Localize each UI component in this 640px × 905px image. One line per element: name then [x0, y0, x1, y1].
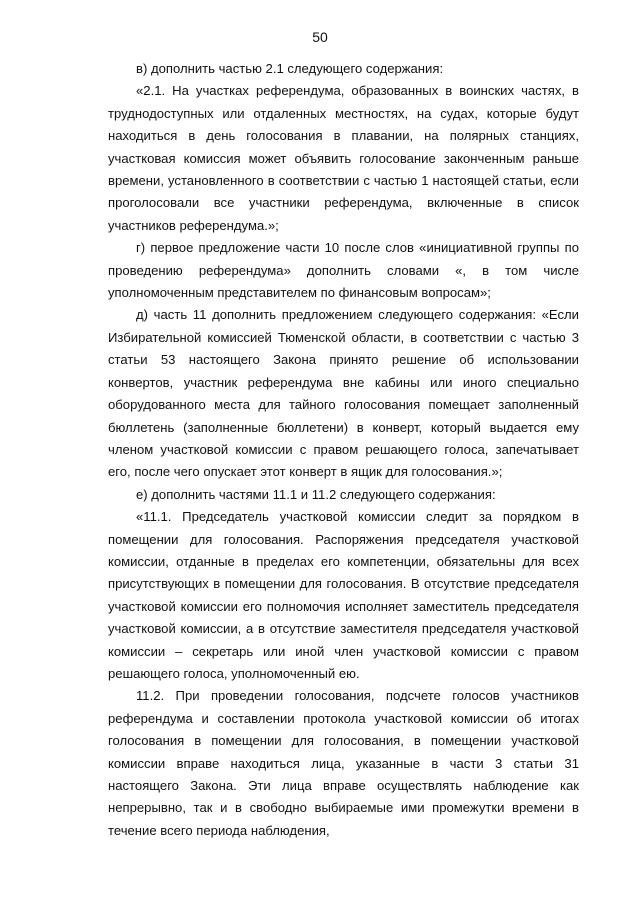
paragraph-g: г) первое предложение части 10 после слов «инициативной группы по проведению референдума» дополнить словами «, в том числе уполномоченным представителем по финансовым вопросам»;: [108, 240, 579, 301]
paragraph-11-1: «11.1. Председатель участковой комиссии следит за порядком в помещении для голосования. Распоряжения председателя участковой комиссии, отданные в пределах его компетенции, обязательны для всех присутствующих в помещении для голосования. В отсутствие председателя участковой комиссии его полномочия исполняет заместитель председателя участковой комиссии, а в отсутствие заместителя председателя участковой комиссии – секретарь или иной член участковой комиссии с правом решающего голоса, уполномоченный ею.: [108, 509, 579, 681]
paragraph-11-2: 11.2. При проведении голосования, подсчете голосов участников референдума и составлении протокола участковой комиссии об итогах голосования в помещении для голосования, в помещении участковой комиссии вправе находиться лица, указанные в части 3 статьи 31 настоящего Закона. Эти лица вправе осуществлять наблюдение как непрерывно, так и в свободно выбираемые ими промежутки времени в течение всего периода наблюдения,: [108, 688, 579, 838]
document-body: [108, 58, 579, 842]
paragraph-e: е) дополнить частями 11.1 и 11.2 следующего содержания:: [136, 486, 496, 502]
paragraph-2-1: «2.1. На участках референдума, образованных в воинских частях, в труднодоступных или отдаленных местностях, на судах, которые будут находиться в день голосования в плавании, на полярных станциях, участковая комиссия может объявить голосование законченным раньше времени, установленного в соответствии с частью 1 настоящей статьи, если проголосовали все участники референдума, включенные в список участников референдума.»;: [108, 83, 579, 233]
paragraph-d: д) часть 11 дополнить предложением следующего содержания: «Если Избирательной комиссией Тюменской области, в соответствии с частью 3 статьи 53 настоящего Закона принято решение об использовании конвертов, участник референдума вне кабины или иного специально оборудованного места для тайного голосования помещает заполненный бюллетень (заполненные бюллетени) в конверт, который выдается ему членом участковой комиссии с правом решающего голоса, запечатывает его, после чего опускает этот конверт в ящик для голосования.»;: [108, 307, 579, 480]
paragraph-v: в) дополнить частью 2.1 следующего содержания:: [136, 61, 444, 76]
page-number: 50: [312, 29, 328, 45]
